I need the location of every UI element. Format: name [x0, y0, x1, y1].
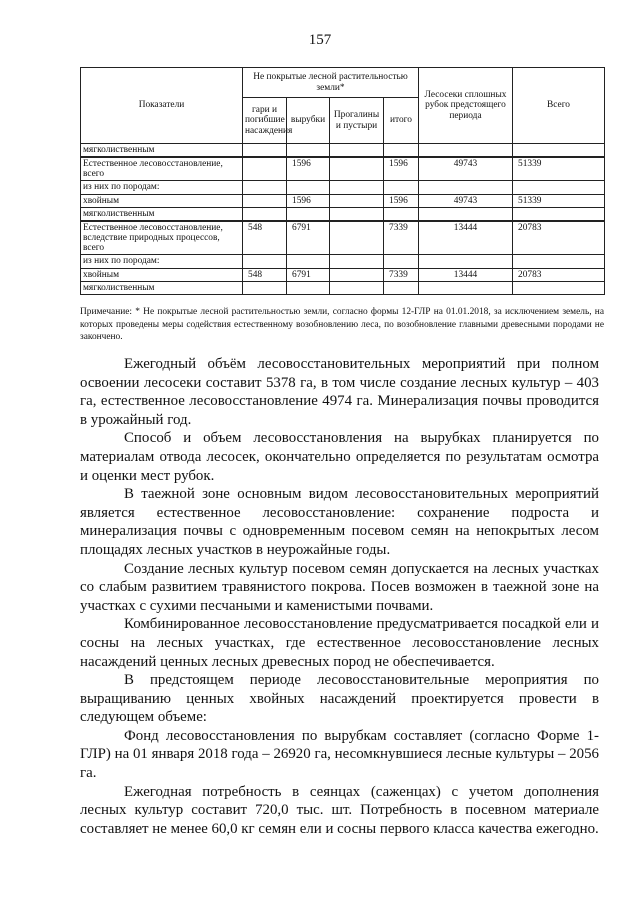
table-cell-fellings — [287, 281, 330, 294]
header-indicators: Показатели — [81, 68, 243, 144]
table-cell-cutting: 13444 — [419, 221, 513, 255]
header-total: итого — [384, 98, 419, 144]
table-cell-fellings: 1596 — [287, 194, 330, 207]
table-cell-fellings — [287, 181, 330, 194]
table-cell-all — [513, 281, 605, 294]
header-glades: Прогалины и пустыри — [330, 98, 384, 144]
table-cell-fellings — [287, 207, 330, 221]
table-cell-burns — [243, 181, 287, 194]
table-cell-all: 20783 — [513, 268, 605, 281]
body-text — [80, 355, 599, 838]
table-cell-fellings: 1596 — [287, 157, 330, 181]
header-burns: гари и погибшие насаждения — [243, 98, 287, 144]
table-cell-total: 1596 — [384, 157, 419, 181]
header-all: Всего — [513, 68, 605, 144]
table-cell-total: 1596 — [384, 194, 419, 207]
table-cell-all: 20783 — [513, 221, 605, 255]
paragraph: Способ и объем лесовосстановления на вырубках планируется по материалам отвода лесосек, окончательно определяется по результатам осмотра и оценки мест рубок. — [80, 430, 599, 484]
table-cell-all — [513, 144, 605, 158]
table-cell-burns: 548 — [243, 268, 287, 281]
table-cell-all: 51339 — [513, 194, 605, 207]
table-cell-fellings: 6791 — [287, 221, 330, 255]
table-cell-label: мягколиственным — [81, 144, 243, 158]
table-row — [81, 157, 605, 181]
table-cell-burns — [243, 157, 287, 181]
table-cell-glades — [330, 144, 384, 158]
table-row — [81, 181, 605, 194]
table-cell-total: 7339 — [384, 221, 419, 255]
table-cell-label: хвойным — [81, 268, 243, 281]
table-row — [81, 255, 605, 268]
table-row — [81, 207, 605, 221]
table-cell-total — [384, 181, 419, 194]
table-row — [81, 221, 605, 255]
table-cell-fellings — [287, 255, 330, 268]
table-cell-glades — [330, 268, 384, 281]
header-not-covered-group: Не покрытые лесной растительностью земли* — [243, 68, 419, 98]
table-cell-label: из них по породам: — [81, 181, 243, 194]
page-number: 157 — [308, 32, 332, 48]
table-row — [81, 194, 605, 207]
table-cell-glades — [330, 181, 384, 194]
paragraph: Создание лесных культур посевом семян допускается на лесных участках со слабым развитием травянистого покрова. Посев возможен в таежной зоне на участках с сухими песчаными и каменистыми почвами. — [80, 560, 599, 614]
table-cell-total — [384, 255, 419, 268]
table-cell-cutting — [419, 281, 513, 294]
table-cell-all — [513, 207, 605, 221]
table-cell-cutting — [419, 181, 513, 194]
header-fellings: вырубки — [287, 98, 330, 144]
table-cell-fellings: 6791 — [287, 268, 330, 281]
table-cell-total — [384, 207, 419, 221]
forest-restoration-table — [80, 67, 605, 295]
table-cell-all: 51339 — [513, 157, 605, 181]
table-cell-label: Естественное лесовосстановление, всего — [81, 157, 243, 181]
table-cell-glades — [330, 207, 384, 221]
paragraph: Ежегодный объём лесовосстановительных мероприятий при полном освоении лесосеки составит 5378 га, в том числе создание лесных культур – 403 га, естественное лесовосстановление 4974 га. Минерализация почвы проводится в урожайный год. — [80, 356, 599, 428]
table-row — [81, 144, 605, 158]
table-cell-burns: 548 — [243, 221, 287, 255]
paragraph: Фонд лесовосстановления по вырубкам составляет (согласно Форме 1-ГЛР) на 01 января 2018 года – 26920 га, несомкнувшиеся лесные культуры – 2056 га. — [80, 727, 599, 782]
table-cell-glades — [330, 281, 384, 294]
table-cell-label: хвойным — [81, 194, 243, 207]
table-cell-cutting: 49743 — [419, 194, 513, 207]
table-cell-cutting — [419, 255, 513, 268]
header-cutting-areas: Лесосеки сплошных рубок предстоящего периода — [419, 68, 513, 144]
paragraph: Ежегодная потребность в сеянцах (саженцах) с учетом дополнения лесных культур составит 720,0 тыс. шт. Потребность в посевном материале составляет не менее 60,0 кг семян ели и сосны первого класса качества ежегодно. — [80, 783, 599, 837]
table-cell-cutting: 49743 — [419, 157, 513, 181]
table-cell-cutting: 13444 — [419, 268, 513, 281]
table-cell-label: из них по породам: — [81, 255, 243, 268]
table-cell-all — [513, 181, 605, 194]
table-cell-burns — [243, 255, 287, 268]
table-note: Примечание: * Не покрытые лесной растительностью земли, согласно формы 12-ГЛР на 01.01.2018, за исключением земель, на которых проведены меры содействия естественному возобновлению леса, по возобновление главными древесными породами не закончено. — [80, 307, 604, 342]
paragraph: В таежной зоне основным видом лесовосстановительных мероприятий является естественное лесовосстановление: сохранение подроста и минерализация почвы с одновременным посевом семян на непокрытых лесом площадях лесных участков в неурожайные годы. — [80, 486, 599, 558]
table-cell-burns — [243, 281, 287, 294]
table-cell-glades — [330, 157, 384, 181]
table-cell-burns — [243, 194, 287, 207]
paragraph: В предстоящем периоде лесовосстановительные мероприятия по выращиванию ценных хвойных насаждений проектируется провести в следующем объеме: — [80, 672, 599, 726]
table-cell-label: мягколиственным — [81, 281, 243, 294]
table-cell-glades — [330, 221, 384, 255]
paragraph: Комбинированное лесовосстановление предусматривается посадкой ели и сосны на лесных участках, где естественное лесовосстановление лесных насаждений ценных лесных древесных пород не обеспечивается. — [80, 616, 599, 670]
table-cell-total: 7339 — [384, 268, 419, 281]
table-cell-label: Естественное лесовосстановление, вследствие природных процессов, всего — [81, 221, 243, 255]
table-cell-burns — [243, 144, 287, 158]
table-cell-total — [384, 144, 419, 158]
table-cell-total — [384, 281, 419, 294]
table-cell-glades — [330, 194, 384, 207]
table-cell-all — [513, 255, 605, 268]
table-cell-burns — [243, 207, 287, 221]
table-cell-label: мягколиственным — [81, 207, 243, 221]
table-cell-glades — [330, 255, 384, 268]
table-cell-cutting — [419, 207, 513, 221]
table-row — [81, 268, 605, 281]
table-cell-cutting — [419, 144, 513, 158]
table-row — [81, 281, 605, 294]
table-cell-fellings — [287, 144, 330, 158]
